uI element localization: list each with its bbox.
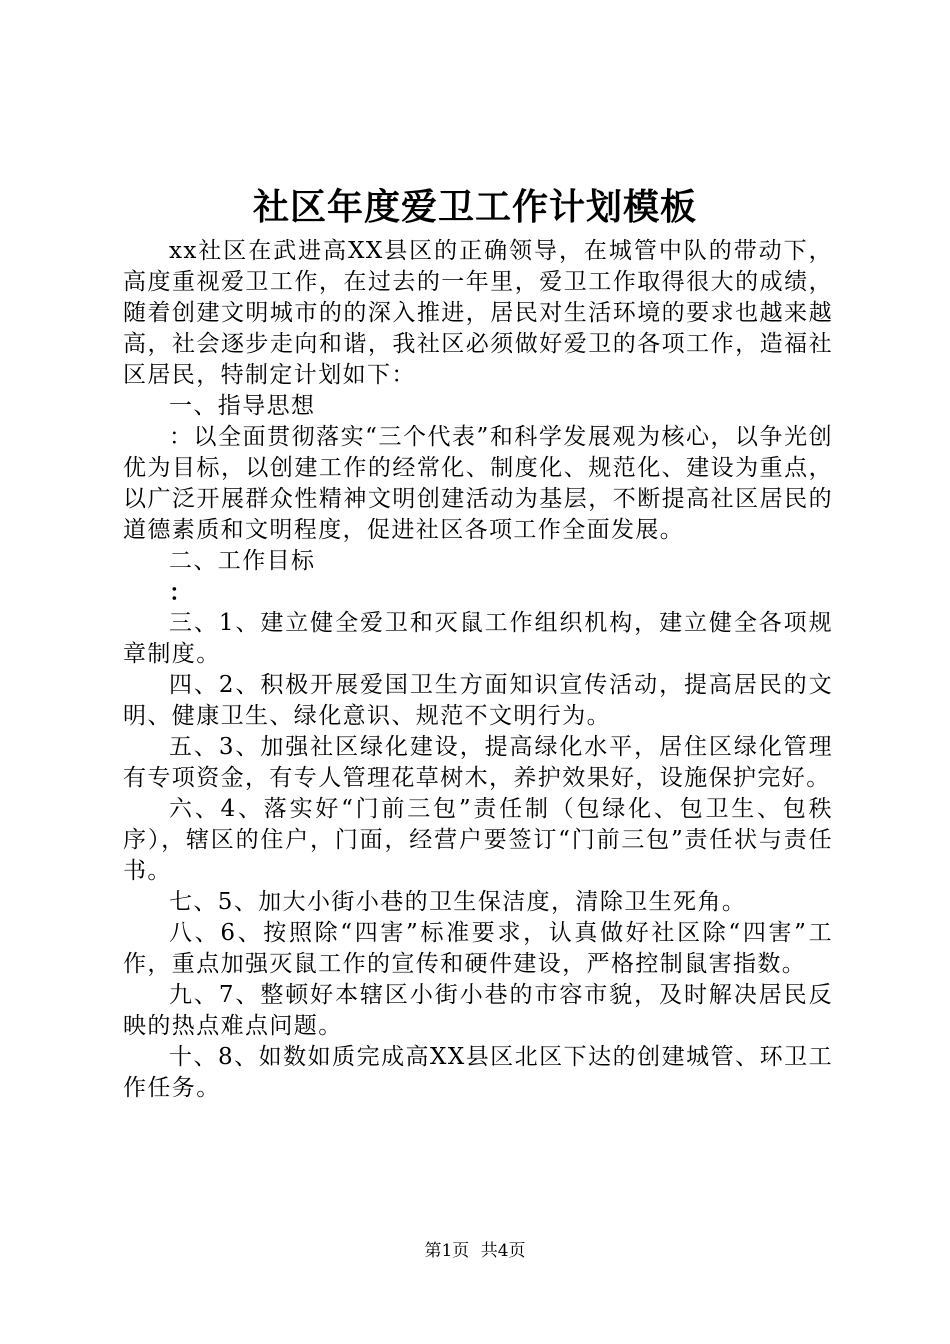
heading-work-goals: 二、工作目标 [169,548,316,574]
list-item-4: 四、2、积极开展爱国卫生方面知识宣传活动，提高居民的文明、健康卫生、绿化意识、规范不文明行为。 [123,672,833,729]
list-item-3: 三、1、建立健全爱卫和灭鼠工作组织机构，建立健全各项规章制度。 [123,610,833,667]
paragraph-intro: xx社区在武进高XX县区的正确领导，在城管中队的带动下，高度重视爱卫工作，在过去的一年里，爱卫工作取得很大的成绩，随着创建文明城市的的深入推进，居民对生活环境的要求也越来越高，社会逐步走向和谐，我社区必须做好爱卫的各项工作，造福社区居民，特制定计划如下： [123,238,833,388]
paragraph-colon: ： [169,579,194,606]
document-title: 社区年度爱卫工作计划模板 [252,187,697,228]
list-item-8: 八、6、按照除“四害”标准要求，认真做好社区除“四害”工作，重点加强灭鼠工作的宣传和硬件建设，严格控制鼠害指数。 [123,920,833,977]
list-item-10: 十、8、如数如质完成高XX县区北区下达的创建城管、环卫工作任务。 [123,1044,833,1101]
page-total: 共4页 [480,1241,526,1261]
page-footer [0,1239,950,1263]
page-number: 第1页 [424,1241,470,1261]
list-item-5: 五、3、加强社区绿化建设，提高绿化水平，居住区绿化管理有专项资金，有专人管理花草树木，养护效果好，设施保护完好。 [123,734,833,791]
list-item-9: 九、7、整顿好本辖区小街小巷的市容市貌，及时解决居民反映的热点难点问题。 [123,982,833,1039]
document-body [123,236,833,1104]
list-item-6: 六、4、落实好“门前三包”责任制（包绿化、包卫生、包秩序），辖区的住户，门面，经营户要签订“门前三包”责任状与责任书。 [123,796,833,884]
paragraph-guiding-ideology: ：以全面贯彻落实“三个代表”和科学发展观为核心，以争光创优为目标，以创建工作的经常化、制度化、规范化、建设为重点，以广泛开展群众性精神文明创建活动为基层，不断提高社区居民的道德素质和文明程度，促进社区各项工作全面发展。 [123,424,833,543]
list-item-7: 七、5、加大小街小巷的卫生保洁度，清除卫生死角。 [169,889,747,915]
heading-guiding-ideology: 一、指导思想 [169,393,316,419]
